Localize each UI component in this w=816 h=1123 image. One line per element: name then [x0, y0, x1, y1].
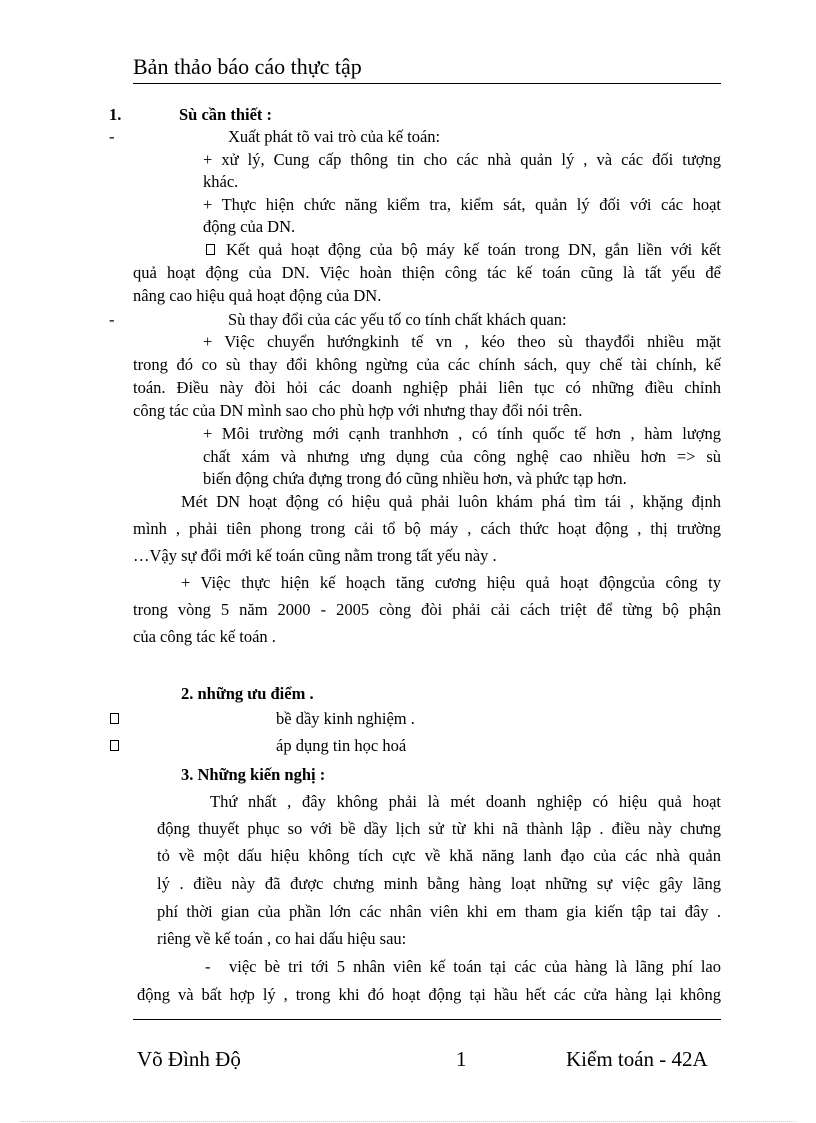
text-line: động và bất hợp lý , trong khi đó hoạt động tại hầu hết các cửa hàng lại không: [137, 985, 721, 1004]
text-line: toán. Điều này đòi hỏi các doanh nghiệp phải liên tục có những điều chỉnh: [133, 378, 721, 397]
text-line: + Môi trường mới cạnh tranhhơn , có tính quốc tế hơn , hàm lượng: [203, 424, 721, 443]
bullet-marker: -: [109, 127, 115, 146]
text-line: động của DN.: [203, 217, 296, 236]
text-line: việc bè tri tới 5 nhân viên kế toán tại các của hàng là lãng phí lao: [229, 957, 721, 976]
text-line: công tác của DN mình sao cho phù hợp với nhưng thay đổi nói trên.: [133, 401, 583, 420]
section-number: 1.: [109, 105, 122, 124]
text-line: riêng về kế toán , co hai dấu hiệu sau:: [157, 929, 407, 948]
header-rule: [133, 83, 721, 84]
text-line: + Việc chuyển hướngkinh tế vn , kéo theo sù thayđổi nhiều mặt: [203, 332, 721, 351]
footer-page-number: 1: [456, 1047, 467, 1071]
footer-author: Võ Đình Độ: [137, 1047, 241, 1071]
footer-rule: [133, 1019, 721, 1020]
text-line: phí thời gian của phần lớn các nhân viên khi em tham gia kiến tập tai đây .: [157, 902, 721, 921]
text-line: lý . điều này đã được chưng minh bằng hàng loạt những sự việc gây lãng: [157, 874, 721, 893]
bullet-heading: Xuất phát tõ vai trò của kế toán:: [228, 127, 441, 146]
checkbox-bullet-icon: [110, 740, 119, 751]
bullet-heading: Sù thay đổi của các yếu tố co tính chất khách quan:: [228, 310, 567, 329]
text-line: tỏ về một dấu hiệu không tích cực về khă năng lanh đạo của các nhà quản: [157, 846, 721, 865]
list-item: áp dụng tin học hoá: [276, 736, 407, 755]
text-line: nâng cao hiệu quả hoạt động của DN.: [133, 286, 382, 305]
text-line: + xử lý, Cung cấp thông tin cho các nhà quản lý , và các đối tượng: [203, 150, 721, 169]
text-line: Thứ nhất , đây không phải là mét doanh nghiệp có hiệu quả hoạt: [210, 792, 721, 811]
text-line: biến động chứa đựng trong đó cũng nhiều hơn, và phức tạp hơn.: [203, 469, 627, 488]
text-line: + Việc thực hiện kế hoạch tăng cương hiệu quả hoạt độngcủa công ty: [181, 573, 721, 592]
text-line: khác.: [203, 172, 239, 191]
page-header-title: Bản thảo báo cáo thực tập: [133, 54, 362, 79]
section-title: 2. những ưu điểm .: [181, 684, 314, 703]
checkbox-bullet-icon: [110, 713, 119, 724]
text-line: Mét DN hoạt động có hiệu quả phải luôn khám phá tìm tái , khặng định: [181, 492, 721, 511]
bullet-marker: -: [109, 310, 115, 329]
text-line: trong vòng 5 năm 2000 - 2005 còng đòi phải cải cách triệt để từng bộ phận: [133, 600, 721, 619]
section-title: Sù cần thiết :: [179, 105, 273, 124]
page-bottom-edge: [20, 1121, 796, 1122]
text-line: trong đó co sù thay đổi không ngừng của các chính sách, quy chế tài chính, kế: [133, 355, 721, 374]
text-line: của công tác kế toán .: [133, 627, 276, 646]
text-line: mình , phải tiên phong trong cải tổ bộ máy , cách thức hoạt động , thị trường: [133, 519, 721, 538]
footer-class: Kiểm toán - 42A: [566, 1047, 708, 1071]
arrow-checkbox-icon: [206, 244, 215, 255]
bullet-marker: -: [205, 957, 211, 976]
text-line: + Thực hiện chức năng kiểm tra, kiểm sát, quản lý đối với các hoạt: [203, 195, 721, 214]
list-item: bề dầy kinh nghiệm .: [276, 709, 415, 728]
text-line: quả hoạt động của DN. Việc hoàn thiện công tác kế toán cũng là tất yếu để: [133, 263, 721, 282]
section-title: 3. Những kiến nghị :: [181, 765, 326, 784]
text-line: …Vậy sự đổi mới kế toán cũng nằm trong tất yếu này .: [133, 546, 497, 565]
text-line: động thuyết phục so với bề dầy lịch sử từ khi nã thành lập . điều này chưng: [157, 819, 721, 838]
text-line: chất xám và nhưng ưng dụng của công nghệ cao nhiều hơn => sù: [203, 447, 721, 466]
text-line: Kết quả hoạt động của bộ máy kế toán trong DN, gắn liền với kết: [226, 240, 721, 259]
